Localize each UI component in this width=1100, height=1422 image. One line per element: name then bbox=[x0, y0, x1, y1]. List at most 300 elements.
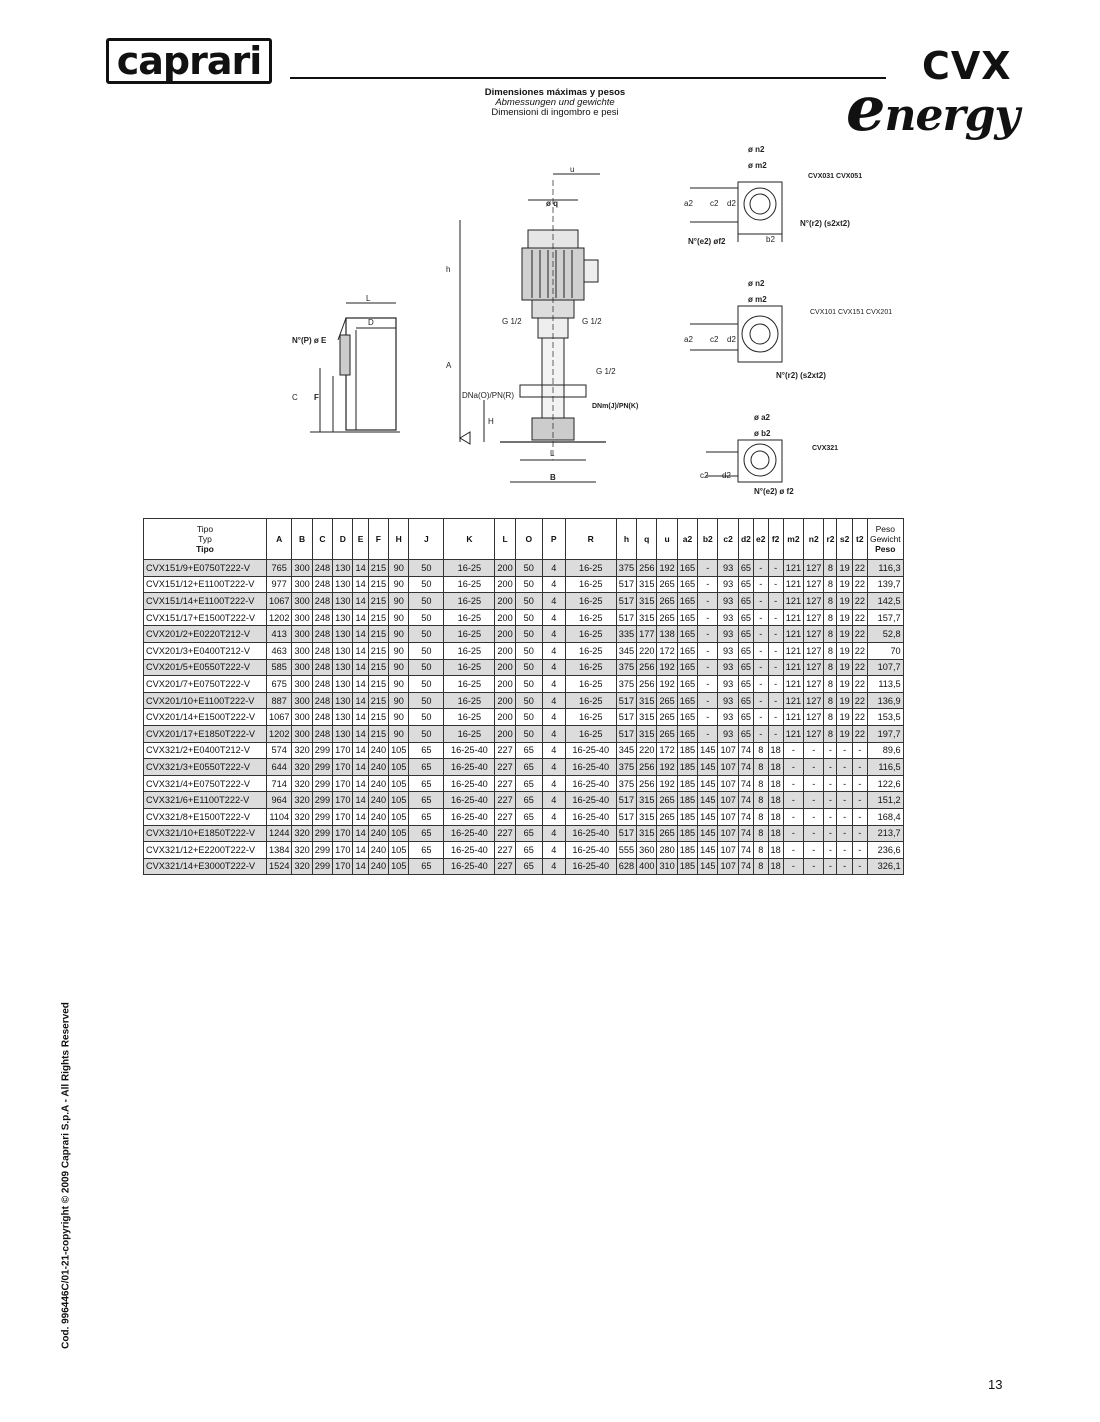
cell-model: CVX151/14+E1100T222-V bbox=[144, 593, 267, 610]
table-cell: 299 bbox=[312, 808, 332, 825]
table-cell: 265 bbox=[657, 808, 677, 825]
table-cell: 14 bbox=[353, 792, 368, 809]
table-cell: 227 bbox=[495, 792, 515, 809]
table-cell: 145 bbox=[698, 825, 718, 842]
table-cell: 215 bbox=[368, 676, 388, 693]
table-cell: 14 bbox=[353, 775, 368, 792]
table-cell: 200 bbox=[495, 609, 515, 626]
table-cell: 1067 bbox=[267, 593, 292, 610]
table-cell: - bbox=[824, 808, 837, 825]
table-cell: 8 bbox=[824, 709, 837, 726]
table-cell: - bbox=[783, 775, 803, 792]
table-cell: 74 bbox=[738, 825, 753, 842]
table-cell: 644 bbox=[267, 759, 292, 776]
f3-e2: N°(e2) ø f2 bbox=[754, 487, 794, 496]
table-cell: 105 bbox=[389, 825, 409, 842]
table-cell: - bbox=[768, 659, 783, 676]
col-header: O bbox=[515, 519, 542, 560]
table-cell: 200 bbox=[495, 593, 515, 610]
table-cell: 200 bbox=[495, 676, 515, 693]
col-header: C bbox=[312, 519, 332, 560]
table-cell: 22 bbox=[852, 626, 867, 643]
table-cell: 50 bbox=[515, 692, 542, 709]
table-cell: 65 bbox=[515, 742, 542, 759]
table-cell: 16-25-40 bbox=[565, 808, 616, 825]
table-cell: 151,2 bbox=[867, 792, 903, 809]
table-cell: 170 bbox=[333, 858, 353, 875]
table-cell: 18 bbox=[768, 759, 783, 776]
table-cell: - bbox=[824, 825, 837, 842]
table-cell: 22 bbox=[852, 576, 867, 593]
table-cell: 113,5 bbox=[867, 676, 903, 693]
table-cell: 16-25 bbox=[444, 642, 495, 659]
col-header: c2 bbox=[718, 519, 738, 560]
label-g12-right: G 1/2 bbox=[582, 317, 602, 326]
table-cell: 107 bbox=[718, 842, 738, 859]
table-cell: - bbox=[698, 576, 718, 593]
table-cell: - bbox=[852, 792, 867, 809]
table-cell: - bbox=[837, 808, 852, 825]
table-cell: - bbox=[768, 692, 783, 709]
table-cell: 107 bbox=[718, 759, 738, 776]
title-de: Abmessungen und gewichte bbox=[495, 97, 615, 108]
table-cell: 300 bbox=[292, 593, 312, 610]
table-cell: 8 bbox=[754, 842, 768, 859]
table-cell: 16-25 bbox=[444, 593, 495, 610]
col-header: n2 bbox=[804, 519, 824, 560]
table-cell: 240 bbox=[368, 792, 388, 809]
table-cell: 90 bbox=[389, 725, 409, 742]
table-cell: - bbox=[804, 742, 824, 759]
table-cell: 50 bbox=[515, 709, 542, 726]
table-cell: 310 bbox=[657, 858, 677, 875]
table-cell: 248 bbox=[312, 576, 332, 593]
table-row bbox=[144, 676, 904, 693]
table-cell: 90 bbox=[389, 609, 409, 626]
table-cell: 65 bbox=[738, 593, 753, 610]
table-cell: 65 bbox=[409, 825, 444, 842]
table-cell: 299 bbox=[312, 759, 332, 776]
f1-models: CVX031 CVX051 bbox=[808, 173, 863, 180]
table-cell: 8 bbox=[754, 808, 768, 825]
table-cell: 413 bbox=[267, 626, 292, 643]
table-cell: 320 bbox=[292, 759, 312, 776]
cell-model: CVX321/2+E0400T212-V bbox=[144, 742, 267, 759]
table-cell: 517 bbox=[616, 792, 636, 809]
table-cell: 22 bbox=[852, 725, 867, 742]
table-cell: 240 bbox=[368, 775, 388, 792]
table-cell: 185 bbox=[677, 775, 697, 792]
table-cell: 192 bbox=[657, 775, 677, 792]
table-cell: 16-25 bbox=[565, 725, 616, 742]
table-cell: 360 bbox=[637, 842, 657, 859]
table-cell: 19 bbox=[837, 642, 852, 659]
table-cell: 248 bbox=[312, 560, 332, 577]
label-q: ø q bbox=[546, 199, 558, 208]
table-cell: 50 bbox=[515, 593, 542, 610]
table-cell: 227 bbox=[495, 858, 515, 875]
table-cell: 74 bbox=[738, 775, 753, 792]
table-cell: 19 bbox=[837, 576, 852, 593]
table-cell: 93 bbox=[718, 609, 738, 626]
cell-model: CVX321/4+E0750T222-V bbox=[144, 775, 267, 792]
table-cell: 172 bbox=[657, 642, 677, 659]
table-cell: 345 bbox=[616, 642, 636, 659]
table-cell: 4 bbox=[542, 825, 565, 842]
table-cell: - bbox=[804, 808, 824, 825]
table-cell: 200 bbox=[495, 576, 515, 593]
table-cell: 240 bbox=[368, 742, 388, 759]
table-cell: 200 bbox=[495, 725, 515, 742]
table-cell: 8 bbox=[824, 676, 837, 693]
label-g12-drain: G 1/2 bbox=[596, 367, 616, 376]
table-cell: 227 bbox=[495, 775, 515, 792]
table-cell: 574 bbox=[267, 742, 292, 759]
col-header: D bbox=[333, 519, 353, 560]
label-F: F bbox=[314, 393, 319, 402]
col-header: h bbox=[616, 519, 636, 560]
table-cell: 215 bbox=[368, 576, 388, 593]
table-cell: 256 bbox=[637, 560, 657, 577]
table-cell: 50 bbox=[409, 576, 444, 593]
table-cell: - bbox=[837, 858, 852, 875]
table-cell: 127 bbox=[804, 709, 824, 726]
header-rule bbox=[290, 77, 886, 79]
section-titles bbox=[420, 88, 690, 118]
cell-model: CVX201/17+E1850T222-V bbox=[144, 725, 267, 742]
table-cell: 130 bbox=[333, 576, 353, 593]
table-cell: - bbox=[824, 842, 837, 859]
col-header: t2 bbox=[852, 519, 867, 560]
table-cell: 375 bbox=[616, 775, 636, 792]
table-cell: 50 bbox=[515, 560, 542, 577]
table-row bbox=[144, 659, 904, 676]
table-cell: 130 bbox=[333, 626, 353, 643]
table-cell: 93 bbox=[718, 576, 738, 593]
table-cell: 1202 bbox=[267, 725, 292, 742]
table-cell: 8 bbox=[824, 626, 837, 643]
table-cell: 93 bbox=[718, 725, 738, 742]
table-cell: 14 bbox=[353, 709, 368, 726]
table-cell: 50 bbox=[409, 642, 444, 659]
table-cell: - bbox=[754, 676, 768, 693]
table-row bbox=[144, 626, 904, 643]
table-cell: 4 bbox=[542, 759, 565, 776]
table-cell: 320 bbox=[292, 825, 312, 842]
table-cell: 16-25-40 bbox=[444, 792, 495, 809]
col-header: d2 bbox=[738, 519, 753, 560]
table-cell: 19 bbox=[837, 593, 852, 610]
table-cell: 265 bbox=[657, 593, 677, 610]
table-cell: 14 bbox=[353, 659, 368, 676]
table-cell: 18 bbox=[768, 792, 783, 809]
table-cell: - bbox=[837, 842, 852, 859]
table-cell: 105 bbox=[389, 808, 409, 825]
f1-e2: N°(e2) øf2 bbox=[688, 237, 726, 246]
table-cell: 4 bbox=[542, 808, 565, 825]
table-cell: 65 bbox=[738, 725, 753, 742]
table-cell: - bbox=[754, 576, 768, 593]
table-cell: - bbox=[698, 676, 718, 693]
table-cell: 93 bbox=[718, 659, 738, 676]
table-cell: 280 bbox=[657, 842, 677, 859]
table-cell: 240 bbox=[368, 759, 388, 776]
table-cell: 4 bbox=[542, 560, 565, 577]
table-cell: 65 bbox=[515, 808, 542, 825]
table-cell: 130 bbox=[333, 725, 353, 742]
table-cell: 215 bbox=[368, 642, 388, 659]
table-row bbox=[144, 775, 904, 792]
table-cell: 22 bbox=[852, 692, 867, 709]
table-cell: - bbox=[824, 775, 837, 792]
label-D: D bbox=[368, 318, 374, 327]
table-cell: 300 bbox=[292, 725, 312, 742]
cell-model: CVX201/3+E0400T212-V bbox=[144, 642, 267, 659]
table-cell: 50 bbox=[515, 642, 542, 659]
table-cell: - bbox=[698, 642, 718, 659]
table-cell: 8 bbox=[824, 576, 837, 593]
table-cell: 16-25 bbox=[444, 609, 495, 626]
table-cell: 19 bbox=[837, 725, 852, 742]
table-cell: 185 bbox=[677, 808, 697, 825]
label-L: L bbox=[366, 294, 371, 303]
table-cell: - bbox=[804, 825, 824, 842]
table-cell: 300 bbox=[292, 576, 312, 593]
table-cell: 375 bbox=[616, 676, 636, 693]
table-cell: 213,7 bbox=[867, 825, 903, 842]
table-cell: 517 bbox=[616, 825, 636, 842]
f3-a2: ø a2 bbox=[754, 413, 771, 422]
table-cell: 185 bbox=[677, 742, 697, 759]
table-cell: 215 bbox=[368, 692, 388, 709]
table-cell: - bbox=[824, 792, 837, 809]
table-cell: 197,7 bbox=[867, 725, 903, 742]
table-cell: - bbox=[852, 759, 867, 776]
table-cell: 65 bbox=[738, 642, 753, 659]
table-cell: 16-25 bbox=[444, 576, 495, 593]
table-row bbox=[144, 808, 904, 825]
table-cell: - bbox=[783, 759, 803, 776]
table-cell: 70 bbox=[867, 642, 903, 659]
table-cell: 192 bbox=[657, 759, 677, 776]
table-cell: 130 bbox=[333, 709, 353, 726]
table-cell: 16-25-40 bbox=[444, 742, 495, 759]
table-cell: 248 bbox=[312, 642, 332, 659]
col-header: H bbox=[389, 519, 409, 560]
table-cell: 107 bbox=[718, 792, 738, 809]
table-cell: 130 bbox=[333, 692, 353, 709]
table-cell: 22 bbox=[852, 609, 867, 626]
table-cell: 240 bbox=[368, 842, 388, 859]
table-cell: 18 bbox=[768, 842, 783, 859]
table-cell: 16-25-40 bbox=[565, 792, 616, 809]
table-cell: 142,5 bbox=[867, 593, 903, 610]
table-cell: 8 bbox=[824, 609, 837, 626]
table-cell: 265 bbox=[657, 725, 677, 742]
table-cell: 227 bbox=[495, 742, 515, 759]
table-cell: 185 bbox=[677, 759, 697, 776]
table-cell: - bbox=[698, 725, 718, 742]
f1-b2: b2 bbox=[766, 235, 775, 244]
table-cell: 90 bbox=[389, 659, 409, 676]
table-cell: - bbox=[783, 808, 803, 825]
table-cell: 227 bbox=[495, 759, 515, 776]
table-row bbox=[144, 709, 904, 726]
table-cell: 168,4 bbox=[867, 808, 903, 825]
table-cell: - bbox=[754, 642, 768, 659]
table-cell: 136,9 bbox=[867, 692, 903, 709]
table-cell: 265 bbox=[657, 825, 677, 842]
title-it: Dimensioni di ingombro e pesi bbox=[491, 107, 619, 118]
flange-detail-1 bbox=[690, 182, 782, 242]
table-cell: 215 bbox=[368, 725, 388, 742]
cell-model: CVX201/14+E1500T222-V bbox=[144, 709, 267, 726]
table-row bbox=[144, 593, 904, 610]
table-cell: 145 bbox=[698, 792, 718, 809]
table-cell: 90 bbox=[389, 593, 409, 610]
table-cell: - bbox=[852, 775, 867, 792]
table-cell: 215 bbox=[368, 609, 388, 626]
table-cell: 315 bbox=[637, 593, 657, 610]
table-cell: 165 bbox=[677, 709, 697, 726]
table-header-row bbox=[144, 519, 904, 560]
f2-m2: ø m2 bbox=[748, 295, 767, 304]
label-u: u bbox=[570, 165, 575, 174]
table-cell: 16-25-40 bbox=[444, 825, 495, 842]
table-cell: 52,8 bbox=[867, 626, 903, 643]
table-cell: 248 bbox=[312, 593, 332, 610]
table-cell: 248 bbox=[312, 676, 332, 693]
table-cell: 107 bbox=[718, 858, 738, 875]
table-cell: 127 bbox=[804, 642, 824, 659]
table-cell: 248 bbox=[312, 709, 332, 726]
table-cell: 50 bbox=[515, 676, 542, 693]
table-cell: 16-25 bbox=[565, 593, 616, 610]
table-cell: 165 bbox=[677, 609, 697, 626]
table-cell: 65 bbox=[515, 825, 542, 842]
table-cell: - bbox=[754, 709, 768, 726]
table-cell: 265 bbox=[657, 792, 677, 809]
label-dna: DNa(O)/PN(R) bbox=[462, 391, 514, 400]
table-cell: - bbox=[768, 576, 783, 593]
table-cell: 50 bbox=[515, 576, 542, 593]
col-header: A bbox=[267, 519, 292, 560]
col-header: b2 bbox=[698, 519, 718, 560]
table-cell: 16-25 bbox=[444, 659, 495, 676]
table-cell: 300 bbox=[292, 642, 312, 659]
table-cell: 50 bbox=[409, 593, 444, 610]
table-row bbox=[144, 792, 904, 809]
table-cell: 22 bbox=[852, 659, 867, 676]
table-cell: 130 bbox=[333, 560, 353, 577]
page-number: 13 bbox=[988, 1377, 1003, 1392]
table-cell: 300 bbox=[292, 676, 312, 693]
table-row bbox=[144, 725, 904, 742]
flange-detail-3 bbox=[706, 440, 782, 482]
table-cell: 121 bbox=[783, 642, 803, 659]
table-cell: 326,1 bbox=[867, 858, 903, 875]
table-cell: 50 bbox=[409, 659, 444, 676]
table-cell: 4 bbox=[542, 659, 565, 676]
table-cell: 315 bbox=[637, 609, 657, 626]
table-cell: 50 bbox=[409, 676, 444, 693]
table-cell: 4 bbox=[542, 609, 565, 626]
table-cell: 65 bbox=[738, 609, 753, 626]
table-cell: - bbox=[754, 692, 768, 709]
table-cell: 145 bbox=[698, 808, 718, 825]
table-cell: 90 bbox=[389, 626, 409, 643]
table-cell: 170 bbox=[333, 842, 353, 859]
table-cell: 16-25 bbox=[565, 560, 616, 577]
table-cell: 4 bbox=[542, 775, 565, 792]
col-header: J bbox=[409, 519, 444, 560]
table-cell: 19 bbox=[837, 560, 852, 577]
col-header: f2 bbox=[768, 519, 783, 560]
table-cell: 240 bbox=[368, 858, 388, 875]
label-H: H bbox=[488, 417, 494, 426]
table-cell: - bbox=[837, 775, 852, 792]
table-cell: 300 bbox=[292, 659, 312, 676]
table-cell: 65 bbox=[738, 676, 753, 693]
table-cell: 1067 bbox=[267, 709, 292, 726]
foot-side-view bbox=[310, 303, 400, 432]
table-cell: 165 bbox=[677, 676, 697, 693]
table-cell: 177 bbox=[637, 626, 657, 643]
table-cell: 14 bbox=[353, 725, 368, 742]
table-cell: 215 bbox=[368, 626, 388, 643]
table-cell: 107 bbox=[718, 825, 738, 842]
cell-model: CVX151/17+E1500T222-V bbox=[144, 609, 267, 626]
f2-c2: c2 bbox=[710, 335, 719, 344]
table-cell: 65 bbox=[515, 842, 542, 859]
table-cell: 165 bbox=[677, 560, 697, 577]
table-cell: - bbox=[837, 825, 852, 842]
f3-models: CVX321 bbox=[812, 445, 839, 452]
table-cell: 130 bbox=[333, 609, 353, 626]
col-header: P bbox=[542, 519, 565, 560]
table-cell: 185 bbox=[677, 858, 697, 875]
table-cell: - bbox=[837, 759, 852, 776]
table-cell: 121 bbox=[783, 676, 803, 693]
table-row bbox=[144, 842, 904, 859]
table-row bbox=[144, 759, 904, 776]
table-cell: 256 bbox=[637, 759, 657, 776]
copyright-notice: Cod. 996446C/01-21-copyright © 2009 Caprari S.p.A - All Rights Reserved bbox=[60, 1002, 72, 1349]
table-cell: 400 bbox=[637, 858, 657, 875]
table-cell: 555 bbox=[616, 842, 636, 859]
table-cell: 153,5 bbox=[867, 709, 903, 726]
table-cell: 299 bbox=[312, 825, 332, 842]
table-cell: - bbox=[783, 742, 803, 759]
table-cell: 107,7 bbox=[867, 659, 903, 676]
table-cell: 265 bbox=[657, 692, 677, 709]
table-cell: 105 bbox=[389, 759, 409, 776]
table-cell: - bbox=[852, 808, 867, 825]
table-cell: 65 bbox=[738, 659, 753, 676]
table-cell: 50 bbox=[515, 626, 542, 643]
table-cell: 145 bbox=[698, 759, 718, 776]
table-cell: 22 bbox=[852, 642, 867, 659]
table-cell: 65 bbox=[515, 792, 542, 809]
f1-a2: a2 bbox=[684, 199, 693, 208]
col-header: r2 bbox=[824, 519, 837, 560]
table-cell: 170 bbox=[333, 792, 353, 809]
table-cell: - bbox=[768, 626, 783, 643]
table-cell: 8 bbox=[824, 593, 837, 610]
table-cell: 74 bbox=[738, 742, 753, 759]
table-cell: 299 bbox=[312, 842, 332, 859]
col-header: s2 bbox=[837, 519, 852, 560]
